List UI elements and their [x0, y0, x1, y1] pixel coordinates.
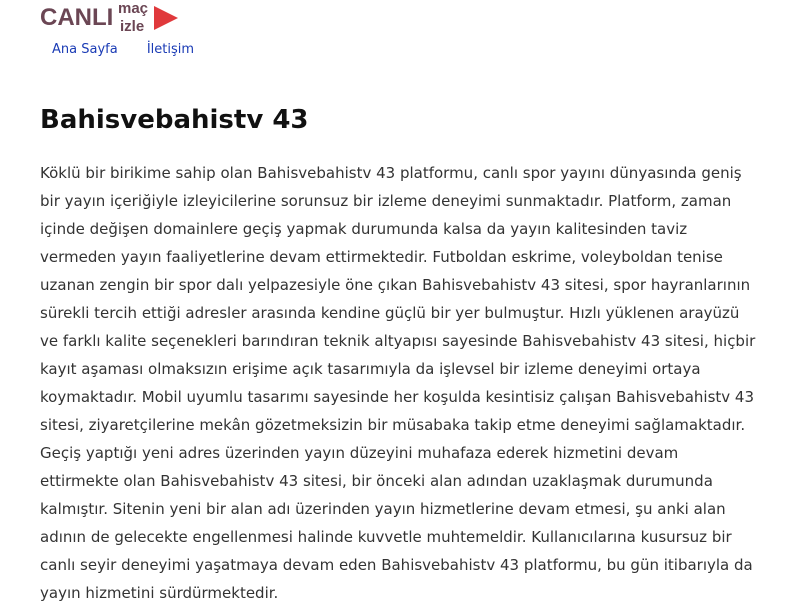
logo-canli: CANLI [40, 4, 114, 31]
play-icon [154, 6, 178, 30]
page-title: Bahisvebahistv 43 [40, 105, 309, 135]
logo-izle: izle [120, 18, 145, 35]
nav-home-link[interactable]: Ana Sayfa [52, 42, 118, 57]
logo-mac: maç [118, 0, 149, 17]
nav-contact-link[interactable]: İletişim [146, 42, 195, 57]
site-logo[interactable] [40, 0, 190, 36]
article-body: Köklü bir birikime sahip olan Bahisvebahistv 43 platformu, canlı spor yayını dünyasında geniş bir yayın içeriğiyle izleyicilerine sorunsuz bir izleme deneyimi sunmaktadır. Platform, zaman içinde değişen domainlere geçiş yapmak durumunda kalsa da yayın kalitesinden taviz vermeden yayın faaliyetlerine devam ettirmektedir. Futboldan eskrime, voleyboldan tenise uzanan zengin bir spor dalı yelpazesiyle öne çıkan Bahisvebahistv 43 sitesi, spor hayranlarının sürekli tercih ettiği adresler arasında kendine güçlü bir yer bulmuştur. Hızlı yüklenen arayüzü ve farklı kalite seçenekleri barındıran teknik altyapısı sayesinde Bahisvebahistv 43 sitesi, hiçbir kayıt aşaması olmaksızın erişime açık tasarımıyla da işlevsel bir izleme deneyimi ortaya koymaktadır. Mobil uyumlu tasarımı sayesinde her koşulda kesintisiz çalışan Bahisvebahistv 43 sitesi, ziyaretçilerine mekân gözetmeksizin bir müsabaka takip etme deneyimi sağlamaktadır. Geçiş yaptığı yeni adres üzerinden yayın düzeyini muhafaza ederek hizmetini devam ettirmekte olan Bahisvebahistv 43 sitesi, bir önceki alan adından uzaklaşmak durumunda kalmıştır. Sitenin yeni bir alan adı üzerinden yayın hizmetlerine devam etmesi, şu anki alan adının de gelecekte engellenmesi halinde kuvvetle muhtemeldir. Kullanıcılarına kusursuz bir canlı seyir deneyimi yaşatmaya devam eden Bahisvebahistv 43 platformu, bu gün itibarıyla da yayın hizmetini sürdürmektedir. [40, 164, 756, 602]
main-nav [52, 42, 219, 58]
